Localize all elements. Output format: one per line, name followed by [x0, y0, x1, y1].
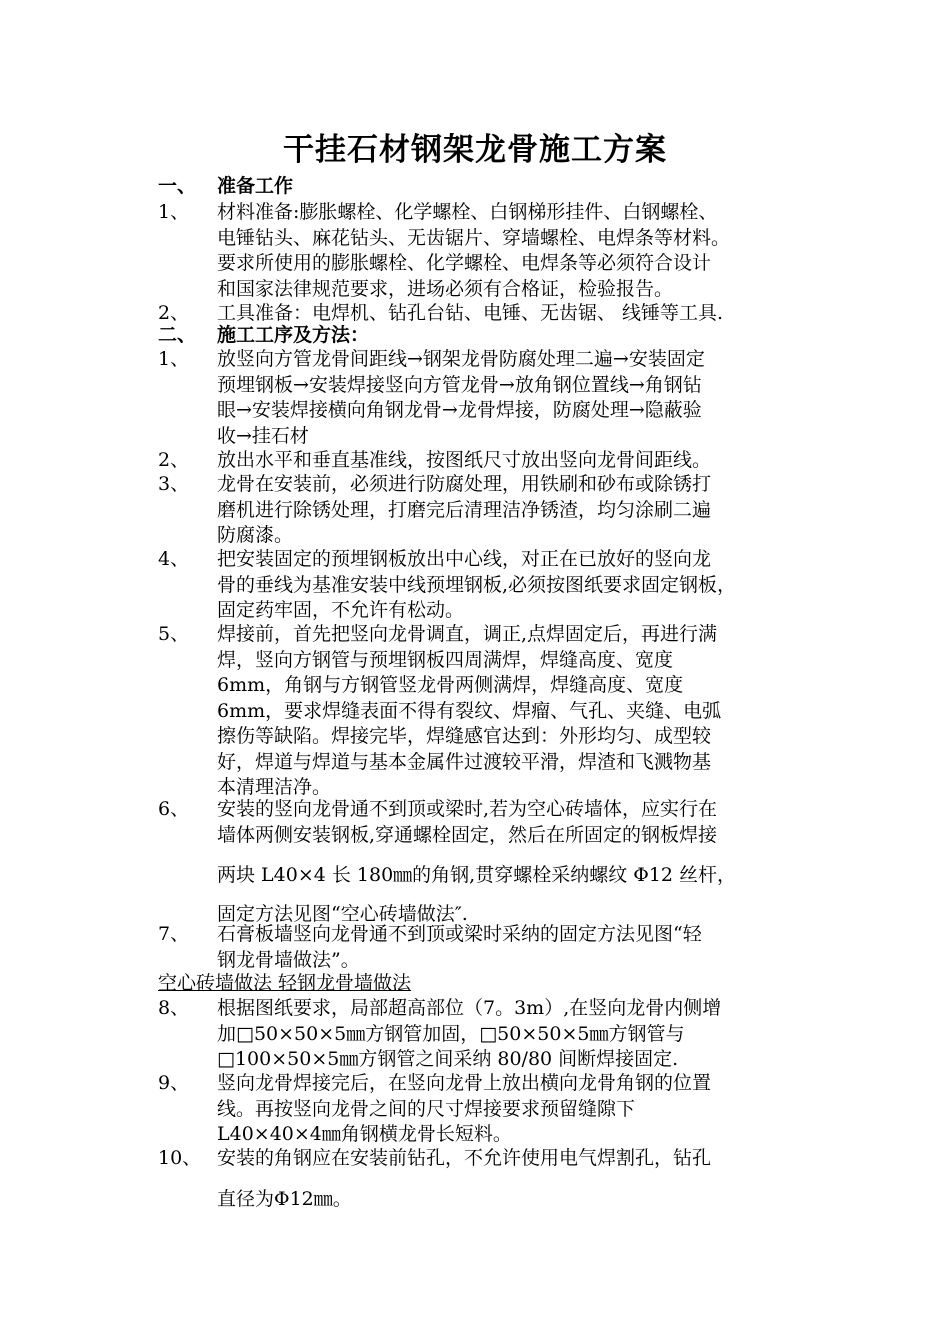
item-text: [217, 547, 809, 624]
text-line: 和国家法律规范要求，进场必须有合格证，检验报告。: [217, 277, 674, 300]
text-line: 加□50×50×5㎜方钢管加固，□50×50×5㎜方钢管与: [217, 1022, 685, 1045]
text-line: 眼→安装焊接横向角钢龙骨→龙骨焊接，防腐处理→隐蔽验: [217, 399, 702, 421]
text-line: □100×50×5㎜方钢管之间采纳 80/80 间断焊接固定.: [217, 1048, 679, 1070]
section-number: 一、: [158, 175, 197, 197]
text-line: 固定方法见图“空心砖墙做法″.: [217, 902, 468, 925]
text-line: 墙体两侧安装钢板,穿通螺栓固定，然后在所固定的钢板焊接: [217, 823, 718, 846]
text-line: 材料准备:膨胀螺栓、化学螺栓、白钢梯形挂件、白钢螺栓、: [217, 201, 718, 223]
text-line: 固定药牢固，不允许有松动。: [217, 599, 465, 621]
text-line: 骨的垂线为基准安装中线预埋钢板,必须按图纸要求固定钢板，: [217, 573, 737, 596]
item-number: 9、: [158, 1072, 190, 1094]
text-line: 收→挂石材: [217, 424, 309, 447]
item-text: [217, 996, 809, 1073]
item-number: 5、: [158, 623, 190, 645]
page-title: 干挂石材钢架龙骨施工方案: [283, 132, 667, 168]
item-number: 1、: [158, 201, 190, 223]
item-number: 10、: [158, 1147, 202, 1169]
text-line: 两块 L40×4 长 180㎜的角钢,贯穿螺栓采纳螺纹 Φ12 丝杆，: [217, 864, 737, 886]
figure-reference-links[interactable]: 空心砖墙做法 轻钢龙骨墙做法: [158, 972, 412, 994]
item-number: 3、: [158, 473, 190, 495]
text-line: 6mm，要求焊缝表面不得有裂纹、焊瘤、气孔、夹缝、电弧: [217, 699, 722, 722]
text-line: 擦伤等缺陷。焊接完毕，焊缝感官达到：外形均匀、成型较: [217, 725, 712, 747]
text-line: 好，焊道与焊道与基本金属件过渡较平滑，焊渣和飞溅物基: [217, 750, 712, 773]
item-text: [217, 200, 809, 302]
text-line: 预埋钢板→安装焊接竖向方管龙骨→放角钢位置线→角钢钻: [217, 373, 702, 396]
item-number: 2、: [158, 449, 190, 471]
text-line: 根据图纸要求，局部超高部位（7。3m）,在竖向龙骨内侧增: [217, 997, 722, 1019]
text-line: 焊，竖向方钢管与预埋钢板四周满焊，焊缝高度、宽度: [217, 648, 674, 671]
item-number: 6、: [158, 798, 190, 820]
text-line: 石膏板墙竖向龙骨通不到顶或梁时采纳的固定方法见图“轻: [217, 923, 702, 945]
text-line: 放出水平和垂直基准线，按图纸尺寸放出竖向龙骨间距线。: [217, 449, 712, 471]
section-title: 准备工作: [217, 175, 294, 197]
text-line: 直径为Φ12㎜。: [217, 1187, 352, 1210]
text-line: 放竖向方管龙骨间距线→钢架龙骨防腐处理二遍→安装固定: [217, 348, 705, 370]
text-line: 安装的竖向龙骨通不到顶或梁时,若为空心砖墙体，应实行在: [217, 798, 718, 820]
item-number: 1、: [158, 348, 190, 370]
section-title: 施工工序及方法：: [217, 324, 370, 346]
item-text: [217, 1071, 809, 1148]
text-line: 本清理洁净。: [217, 776, 332, 798]
text-line: 6mm，角钢与方钢管竖龙骨两侧满焊，焊缝高度、宽度: [217, 674, 684, 696]
text-line: 竖向龙骨焊接完后，在竖向龙骨上放出横向龙骨角钢的位置: [217, 1072, 712, 1094]
item-number: 7、: [158, 923, 190, 945]
text-line: 焊接前，首先把竖向龙骨调直，调正,点焊固定后，再进行满: [217, 623, 718, 645]
item-text: [217, 472, 809, 549]
text-line: 防腐漆。: [217, 524, 294, 546]
text-line: 电锤钻头、麻花钻头、无齿锯片、穿墙螺栓、电焊条等材料。: [217, 226, 731, 249]
text-line: 把安装固定的预埋钢板放出中心线，对正在已放好的竖向龙: [217, 548, 712, 570]
text-line: 安装的角钢应在安装前钻孔，不允许使用电气焊割孔，钻孔: [217, 1147, 712, 1169]
item-number: 8、: [158, 997, 190, 1019]
text-line: 工具准备：电焊机、钻孔台钻、电锤、无齿锯、 线锤等工具.: [217, 302, 724, 324]
item-number: 4、: [158, 548, 190, 570]
item-text: [217, 1146, 809, 1212]
item-text: [217, 622, 809, 801]
text-line: L40×40×4㎜角钢横龙骨长短料。: [217, 1123, 512, 1145]
text-line: 磨机进行除锈处理，打磨完后清理洁净锈渣，均匀涂刷二遍: [217, 498, 712, 521]
item-text: [217, 347, 809, 449]
item-text: [217, 797, 809, 927]
text-line: 钢龙骨墙做法”。: [217, 948, 360, 971]
item-text: [217, 448, 809, 474]
item-text: [217, 922, 809, 973]
text-line: 要求所使用的膨胀螺栓、化学螺栓、电焊条等必须符合设计: [217, 252, 712, 274]
section-number: 二、: [158, 324, 197, 346]
text-line: 线。再按竖向龙骨之间的尺寸焊接要求预留缝隙下: [217, 1097, 636, 1120]
item-number: 2、: [158, 302, 190, 324]
text-line: 龙骨在安装前，必须进行防腐处理，用铁刷和砂布或除锈打: [217, 473, 712, 495]
